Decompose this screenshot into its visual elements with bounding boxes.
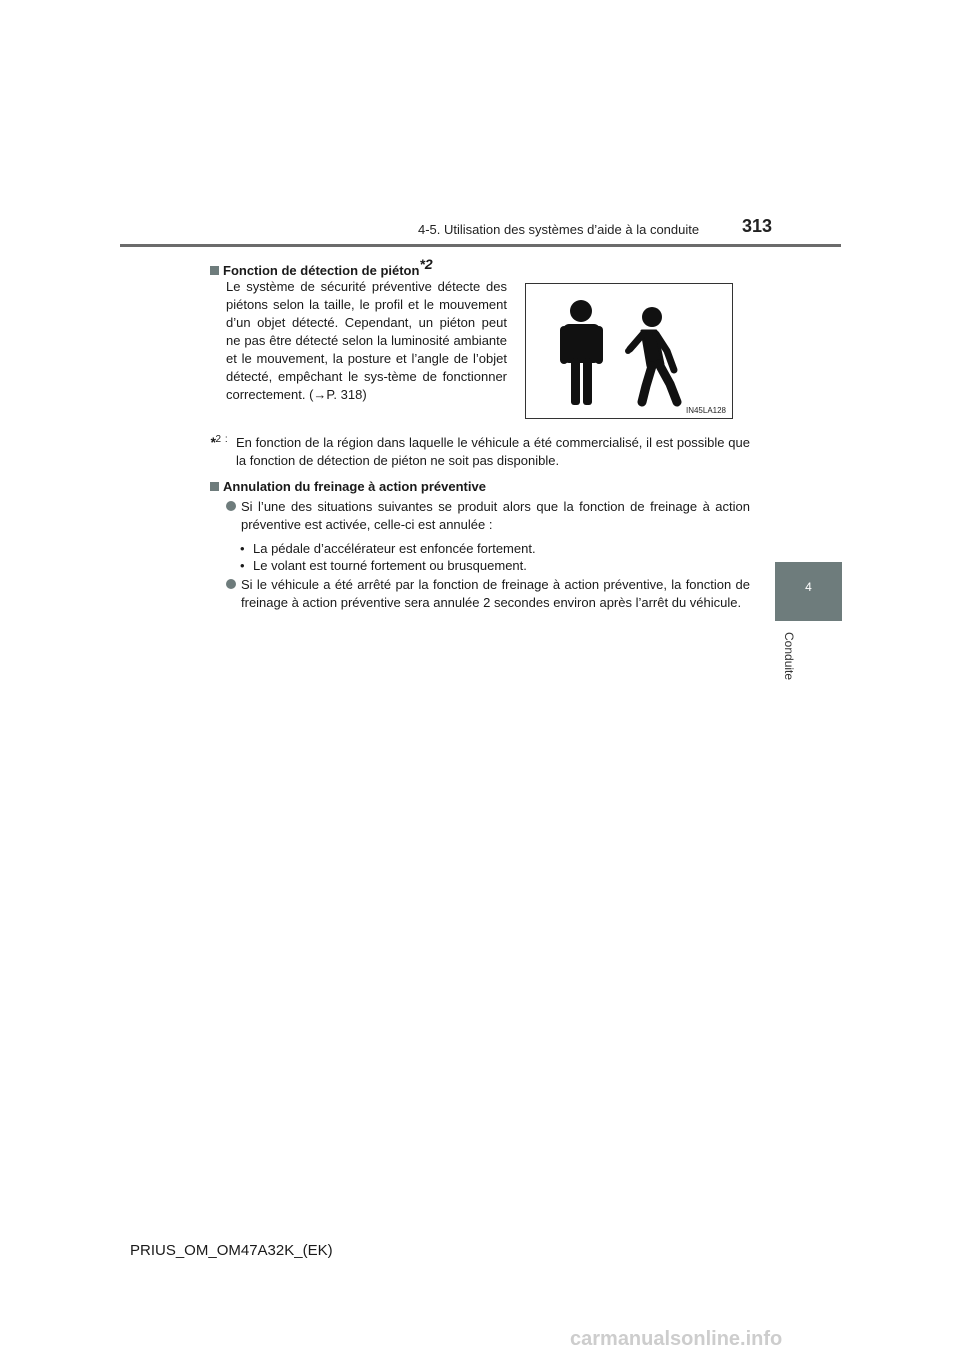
footnote-label	[210, 431, 228, 451]
square-bullet-icon	[210, 482, 219, 491]
chapter-number: 4	[805, 580, 812, 594]
chapter-name: Conduite	[782, 632, 796, 681]
chapter-tab[interactable]	[775, 562, 842, 621]
chapter-name-vertical	[776, 632, 812, 692]
footnote-number: 2	[215, 434, 222, 445]
pedestrian-illustration	[526, 284, 732, 418]
bullet-text: Si le véhicule a été arrêté par la fonction de freinage à action préventive, la fonction de freinage à action préventive sera annulée 2 secondes environ après l’arrêt du véhicule.	[241, 577, 750, 610]
sub-item-text: La pédale d’accélérateur est enfoncée fortement.	[253, 541, 536, 556]
section-title: 4-5. Utilisation des systèmes d’aide à la conduite	[418, 222, 700, 237]
section-heading-cancellation	[210, 479, 486, 494]
figure-code: IN45LA128	[685, 406, 726, 415]
document-code: PRIUS_OM_OM47A32K_(EK)	[130, 1242, 333, 1259]
page-number: 313	[742, 216, 773, 236]
circle-bullet-icon	[226, 579, 236, 589]
sub-item-text: Le volant est tourné fortement ou brusquement.	[253, 558, 527, 573]
list-item	[226, 498, 750, 534]
list-item	[226, 576, 750, 612]
standing-person-icon	[560, 300, 603, 405]
sub-list-item	[240, 557, 527, 575]
circle-bullet-icon	[226, 501, 236, 511]
sub-bullet-mark: •	[240, 541, 245, 556]
pedestrian-figure	[525, 283, 733, 419]
sub-list-item	[240, 540, 536, 558]
section-heading-pedestrian	[210, 256, 433, 278]
footnote-marker: *2	[419, 256, 433, 272]
square-bullet-icon	[210, 266, 219, 275]
header-divider	[120, 244, 841, 247]
footnote-colon: :	[224, 434, 228, 445]
heading-text: Annulation du freinage à action préventive	[223, 479, 486, 494]
footnote-text: En fonction de la région dans laquelle le véhicule a été commercialisé, il est possible que la fonction de détection de piéton ne soit pas disponible.	[236, 435, 750, 468]
heading-text: Fonction de détection de piéton	[223, 263, 420, 278]
pedestrian-description: Le système de sécurité préventive détecte des piétons selon la taille, le profil et le mouvement d’un objet détecté. Cependant, un piéton peut ne pas être détecté selon la luminosité ambiante et le mouvement, la posture et l’angle de l’objet détecté, empêchant le sys-tème de fonctionner correctement. (→P. 318)	[226, 279, 507, 402]
watermark: carmanualsonline.info	[570, 1328, 783, 1350]
walking-person-icon	[628, 307, 677, 402]
sub-bullet-mark: •	[240, 558, 245, 573]
bullet-text: Si l’une des situations suivantes se produit alors que la fonction de freinage à action préventive est activée, celle-ci est annulée :	[241, 499, 750, 532]
footnote-star: *	[210, 434, 216, 450]
